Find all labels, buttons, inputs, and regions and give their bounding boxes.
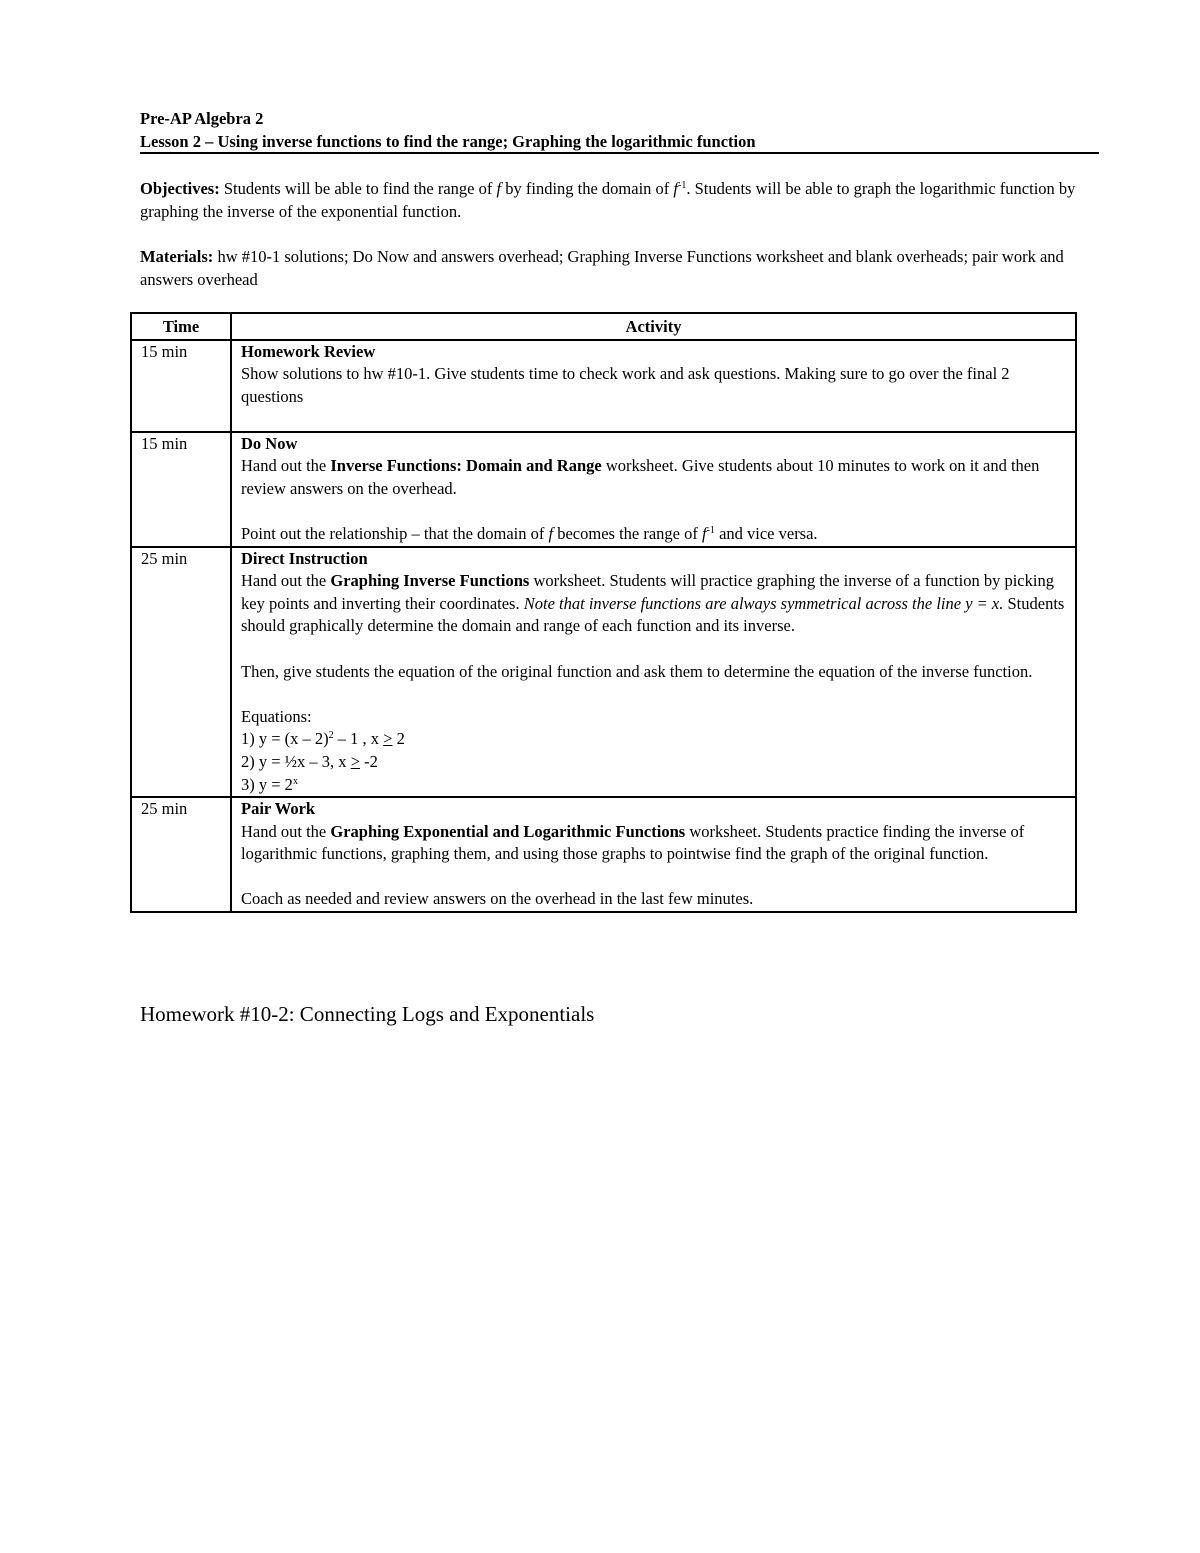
equation-3 [241, 774, 1067, 797]
row-activity [231, 340, 1076, 432]
materials-label: Materials: [140, 247, 214, 266]
point-out-text-c: and vice versa. [719, 523, 818, 543]
paragraph-gap [241, 638, 1067, 661]
activity-text-b: worksheet. Students will practice graphing the inverse of a function by picking key points and inverting their coordinates. [241, 571, 1054, 613]
activity-column-header: Activity [231, 313, 1076, 340]
equation-1-part-a: 1) y = (x – 2) [241, 729, 329, 749]
coach-text: Coach as needed and review answers on the overhead in the last few minutes. [241, 889, 754, 909]
activity-title: Direct Instruction [241, 548, 368, 568]
equation-1 [241, 728, 1067, 751]
objectives-f-inverse-exponent: -1 [678, 180, 687, 191]
objectives-f: f [496, 179, 502, 198]
table-row-homework-review [131, 340, 1076, 432]
row-activity [231, 797, 1076, 912]
activity-text-a: Hand out the [241, 821, 327, 841]
objectives-text-a: Students will be able to find the range of [223, 179, 493, 198]
table-row-direct-instruction [131, 547, 1076, 798]
table-header-row [131, 313, 1076, 340]
worksheet-name: Graphing Exponential and Logarithmic Functions [330, 821, 686, 841]
activity-text-a: Hand out the [241, 571, 327, 591]
equation-1-geq-sign: > [383, 729, 393, 749]
equation-2-part-a: 2) y = ½x – 3, x [241, 751, 351, 771]
row-activity [231, 547, 1076, 798]
lesson-title: Lesson 2 – Using inverse functions to find the range; Graphing the logarithmic function [140, 132, 756, 151]
activity-title: Pair Work [241, 799, 316, 819]
equation-2-part-b: -2 [360, 751, 378, 771]
objectives-f-inverse: f [673, 179, 679, 198]
objectives-text-c: . Students will be able to graph the logarithmic function by graphing the inverse of the exponential function. [140, 179, 1076, 221]
equation-1-part-c: 2 [392, 729, 405, 749]
activity-text-b: worksheet. Give students about 10 minutes to work on it and then review answers on the overhead. [241, 456, 1040, 498]
objectives-label: Objectives: [140, 179, 220, 198]
equation-2 [241, 751, 1067, 774]
course-title: Pre-AP Algebra 2 [140, 109, 264, 128]
equations-label: Equations: [241, 706, 312, 726]
paragraph-gap [241, 500, 1067, 523]
activity-text-a: Hand out the [241, 456, 327, 476]
equation-3-part-a: 3) y = 2 [241, 774, 293, 794]
time-column-header: Time [131, 313, 231, 340]
activity-text: Show solutions to hw #10-1. Give students time to check work and ask questions. Making sure to go over the final 2 questions [241, 364, 1010, 406]
table-row-do-now [131, 432, 1076, 547]
activity-text-b: worksheet. Students practice finding the inverse of logarithmic functions, graphing them, and using those graphs to pointwise find the graph of the original function. [241, 821, 1025, 864]
worksheet-name: Graphing Inverse Functions [330, 571, 530, 591]
paragraph-gap [241, 866, 1067, 889]
point-out-text-a: Point out the relationship – that the domain of [241, 523, 545, 543]
point-out-text-b: becomes the range of [557, 523, 698, 543]
equation-1-exponent: 2 [328, 730, 334, 742]
then-text: Then, give students the equation of the original function and ask them to determine the equation of the inverse function. [241, 661, 1033, 681]
row-time: 15 min [131, 340, 231, 432]
point-out-f: f [548, 523, 554, 543]
equation-3-exponent: x [292, 775, 298, 787]
equation-1-part-b: – 1 , x [333, 729, 384, 749]
table-row-pair-work [131, 797, 1076, 912]
point-out-f-inverse-exponent: -1 [706, 524, 715, 536]
row-time: 25 min [131, 797, 231, 912]
equation-2-geq-sign: > [350, 751, 360, 771]
objectives-paragraph [140, 177, 1085, 223]
header-rule [140, 152, 1099, 154]
symmetry-note: Note that inverse functions are always symmetrical across the line y = x. [523, 593, 1004, 613]
document-header [140, 107, 1098, 153]
row-time: 15 min [131, 432, 231, 547]
worksheet-name: Inverse Functions: Domain and Range [330, 456, 602, 476]
materials-paragraph [140, 245, 1085, 291]
objectives-text-b: by finding the domain of [505, 179, 670, 198]
lesson-plan-table [130, 312, 1077, 913]
activity-text-c: Students should graphically determine the domain and range of each function and its inverse. [241, 593, 1065, 636]
point-out-f-inverse: f [702, 523, 707, 543]
homework-assignment: Homework #10-2: Connecting Logs and Exponentials [140, 1002, 595, 1026]
activity-title: Homework Review [241, 341, 376, 361]
row-activity [231, 432, 1076, 547]
materials-text: hw #10-1 solutions; Do Now and answers overhead; Graphing Inverse Functions worksheet and blank overheads; pair work and answers overhead [140, 247, 1064, 289]
activity-title: Do Now [241, 433, 298, 453]
row-time: 25 min [131, 547, 231, 798]
paragraph-gap [241, 683, 1067, 706]
